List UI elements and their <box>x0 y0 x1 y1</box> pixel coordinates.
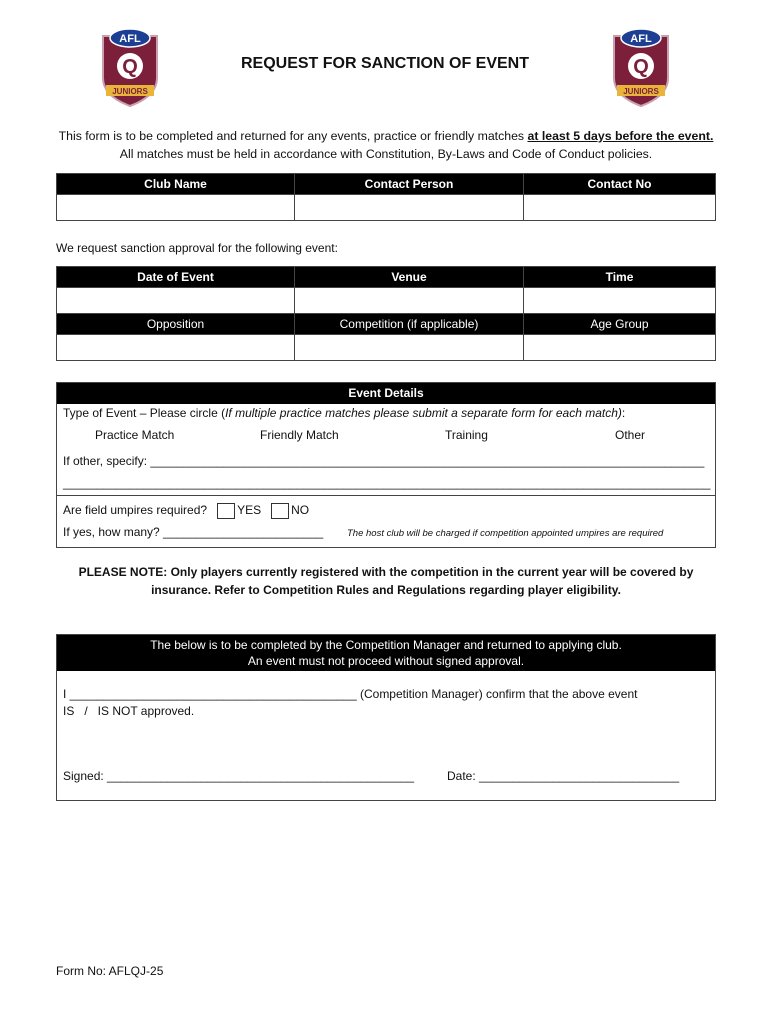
club-name-header: Club Name <box>57 174 295 195</box>
option-other[interactable]: Other <box>615 428 646 442</box>
opposition-header: Opposition <box>57 314 295 335</box>
option-practice-match[interactable]: Practice Match <box>95 428 175 442</box>
opposition-field[interactable] <box>57 335 295 361</box>
event-details-heading: Event Details <box>57 383 715 404</box>
time-header: Time <box>524 267 716 288</box>
venue-header: Venue <box>295 267 524 288</box>
date-header: Date of Event <box>57 267 295 288</box>
other-specify-line[interactable]: If other, specify: ___________________________________________________________________________________ <box>63 454 705 468</box>
approval-status[interactable]: IS / IS NOT approved. <box>63 704 195 718</box>
intro-paragraph <box>56 128 716 163</box>
form-number: Form No: AFLQJ-25 <box>56 964 164 978</box>
svg-text:JUNIORS: JUNIORS <box>623 87 659 96</box>
event-intro: We request sanction approval for the following event: <box>56 241 338 255</box>
page-title: REQUEST FOR SANCTION OF EVENT <box>240 55 529 72</box>
approval-bar <box>57 635 715 671</box>
approval-box <box>56 634 716 801</box>
no-label: NO <box>291 503 310 518</box>
date-line[interactable]: Date: ______________________________ <box>447 769 680 783</box>
option-friendly-match[interactable]: Friendly Match <box>260 428 339 442</box>
competition-field[interactable] <box>295 335 524 361</box>
contact-no-field[interactable] <box>524 195 716 221</box>
time-field[interactable] <box>524 288 716 314</box>
event-table <box>56 266 716 361</box>
date-field[interactable] <box>57 288 295 314</box>
event-details-box <box>56 382 716 548</box>
option-training[interactable]: Training <box>445 428 488 442</box>
club-name-field[interactable] <box>57 195 295 221</box>
divider <box>57 495 715 496</box>
umpires-how-many[interactable]: If yes, how many? ________________________ <box>63 525 324 539</box>
venue-field[interactable] <box>295 288 524 314</box>
contact-person-field[interactable] <box>295 195 524 221</box>
contact-no-header: Contact No <box>524 174 716 195</box>
umpires-question: Are field umpires required? <box>63 503 208 518</box>
umpire-charge-note: The host club will be charged if competition appointed umpires are required <box>347 528 664 539</box>
insurance-note: PLEASE NOTE: Only players currently registered with the competition in the current year will be covered by insurance. Refer to Competition Rules and Regulations regarding player eligibility. <box>78 565 694 597</box>
contact-person-header: Contact Person <box>295 174 524 195</box>
svg-text:AFL: AFL <box>630 33 652 45</box>
manager-confirm-line[interactable]: I ___________________________________________ (Competition Manager) confirm that the above event <box>63 687 638 701</box>
intro-emphasis: at least 5 days before the event. <box>527 129 714 143</box>
intro-text-b: All matches must be held in accordance with Constitution, By-Laws and Code of Conduct policies. <box>119 146 653 161</box>
event-type-prompt <box>63 406 625 420</box>
age-group-field[interactable] <box>524 335 716 361</box>
svg-text:JUNIORS: JUNIORS <box>112 87 148 96</box>
approval-bar-line2: An event must not proceed without signed approval. <box>247 654 525 668</box>
svg-text:AFL: AFL <box>119 33 141 45</box>
no-checkbox[interactable] <box>271 503 289 519</box>
club-table <box>56 173 716 221</box>
yes-checkbox[interactable] <box>217 503 235 519</box>
event-type-suffix: : <box>621 406 626 420</box>
yes-label: YES <box>237 503 262 518</box>
approval-bar-line1: The below is to be completed by the Competition Manager and returned to applying club. <box>150 638 622 652</box>
signed-line[interactable]: Signed: ______________________________________________ <box>63 769 415 783</box>
svg-text:Q: Q <box>122 56 138 78</box>
svg-text:Q: Q <box>633 56 649 78</box>
event-type-prefix: Type of Event – Please circle ( <box>63 406 226 420</box>
intro-text-a: This form is to be completed and returned for any events, practice or friendly matches <box>58 129 528 143</box>
other-specify-line-2[interactable]: _________________________________________________________________________________________________ <box>63 476 711 490</box>
age-group-header: Age Group <box>524 314 716 335</box>
umpires-row <box>63 503 309 519</box>
competition-header: Competition (if applicable) <box>295 314 524 335</box>
event-type-italic: If multiple practice matches please submit a separate form for each match) <box>225 406 622 420</box>
